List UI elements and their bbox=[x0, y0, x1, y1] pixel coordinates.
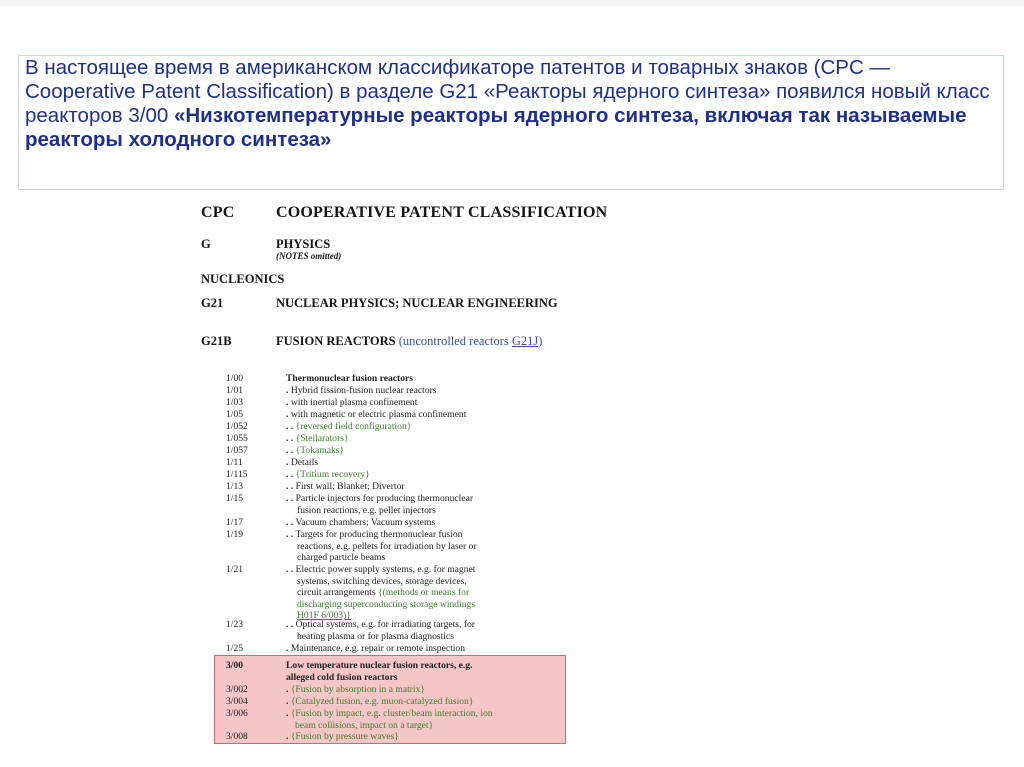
row-dots: . . bbox=[286, 481, 294, 492]
row-text: {reversed field configuration} bbox=[295, 421, 412, 432]
g21-code: G21 bbox=[201, 296, 224, 310]
row-code: 1/11 bbox=[226, 457, 243, 468]
row-dots: . . bbox=[286, 445, 294, 456]
row-dots: . bbox=[286, 696, 289, 707]
row-code: 3/002 bbox=[226, 684, 248, 695]
row-dots: . . bbox=[286, 564, 294, 575]
row-text: Targets for producing thermonuclear fusion bbox=[295, 529, 463, 540]
row-text: {Catalyzed fusion, e.g. muon-catalyzed fusion} bbox=[290, 696, 474, 707]
row-text-2: beam collisions, impact on a target} bbox=[295, 719, 434, 731]
g21b-note: (uncontrolled reactors bbox=[398, 334, 512, 348]
row-code: 1/01 bbox=[226, 385, 244, 396]
row-code: 1/19 bbox=[226, 529, 244, 540]
row-dots: . bbox=[286, 457, 289, 468]
row-dots: . bbox=[286, 385, 289, 396]
row-dots: . bbox=[286, 708, 289, 719]
g21b-code: G21B bbox=[201, 334, 232, 348]
g21b-note-close: ) bbox=[538, 334, 543, 348]
row-text-3: charged particle beams bbox=[297, 552, 386, 564]
row-text: Details bbox=[290, 457, 318, 468]
row-code: 3/008 bbox=[226, 731, 248, 742]
g21j-link[interactable]: G21J bbox=[511, 334, 539, 348]
row-text-2: fusion reactions, e.g. pellet injectors bbox=[297, 504, 436, 516]
row-text: with inertial plasma confinement bbox=[290, 397, 418, 408]
row-code: 1/13 bbox=[226, 481, 244, 492]
row-text: {Tritium recovery} bbox=[295, 469, 370, 480]
row-text: {Fusion by pressure waves} bbox=[290, 731, 399, 742]
row-text-3: circuit arrangements bbox=[297, 587, 376, 599]
g-title: PHYSICS bbox=[276, 237, 331, 251]
row-code: 1/25 bbox=[226, 643, 244, 654]
row-text: Vacuum chambers; Vacuum systems bbox=[295, 517, 436, 528]
row-code: 3/00 bbox=[226, 660, 244, 671]
row-text: Low temperature nuclear fusion reactors, e.g. bbox=[286, 660, 473, 671]
row-text: Optical systems, e.g. for irradiating targets, for bbox=[295, 619, 476, 630]
row-text: Maintenance, e.g. repair or remote inspection bbox=[290, 643, 466, 654]
row-text: {Fusion by absorption in a matrix} bbox=[290, 684, 425, 695]
intro-text: В настоящее время в американском классификаторе патентов и товарных знаков (CPC — Cooperative Patent Classification) в разделе G21 «Реакторы ядерного синтеза» появился новый класс реакторов 3/00 bbox=[25, 56, 990, 127]
row-dots: . . bbox=[286, 529, 294, 540]
g21b-title-line bbox=[276, 334, 542, 349]
row-code: 1/23 bbox=[226, 619, 244, 630]
row-code: 1/15 bbox=[226, 493, 244, 504]
h01f-link[interactable]: H01F 6/003)} bbox=[297, 610, 351, 622]
row-text-2: alleged cold fusion reactors bbox=[286, 671, 398, 683]
row-text: First wall; Blanket; Divertor bbox=[295, 481, 405, 492]
row-code: 1/05 bbox=[226, 409, 244, 420]
row-dots: . . bbox=[286, 433, 294, 444]
row-text-2: systems, switching devices, storage devices, bbox=[297, 575, 467, 587]
cpc-title: COOPERATIVE PATENT CLASSIFICATION bbox=[276, 204, 608, 221]
row-text: Hybrid fission-fusion nuclear reactors bbox=[290, 385, 437, 396]
row-text-2: heating plasma or for plasma diagnostics bbox=[297, 630, 454, 642]
row-text-2: reactions, e.g. pellets for irradiation by laser or bbox=[297, 540, 477, 552]
row-text: Thermonuclear fusion reactors bbox=[286, 373, 414, 384]
row-text: {Fusion by impact, e.g. cluster/beam interaction, ion bbox=[290, 708, 493, 719]
row-text: {Tokamaks} bbox=[295, 445, 345, 456]
row-code: 1/057 bbox=[226, 445, 248, 456]
row-dots: . bbox=[286, 397, 289, 408]
row-dots: . bbox=[286, 684, 289, 695]
row-dots: . . bbox=[286, 469, 294, 480]
row-dots: . bbox=[286, 731, 289, 742]
row-code: 3/006 bbox=[226, 708, 248, 719]
intro-text-bold: «Низкотемпературные реакторы ядерного синтеза, включая так называемые реакторы холодного синтеза» bbox=[25, 104, 967, 151]
row-code: 1/03 bbox=[226, 397, 244, 408]
row-code: 1/00 bbox=[226, 373, 244, 384]
g21-title: NUCLEAR PHYSICS; NUCLEAR ENGINEERING bbox=[276, 296, 558, 310]
row-dots: . bbox=[286, 643, 289, 654]
row-dots: . . bbox=[286, 493, 294, 504]
g-note: (NOTES omitted) bbox=[276, 251, 342, 261]
row-text: with magnetic or electric plasma confinement bbox=[290, 409, 467, 420]
row-text: {Stellarators} bbox=[295, 433, 349, 444]
g21b-title: FUSION REACTORS bbox=[276, 334, 396, 348]
row-dots: . . bbox=[286, 619, 294, 630]
cpc-code: CPC bbox=[201, 204, 235, 221]
row-code: 1/115 bbox=[226, 469, 248, 480]
row-code: 1/055 bbox=[226, 433, 248, 444]
nucleonics-heading: NUCLEONICS bbox=[201, 272, 285, 286]
row-code: 3/004 bbox=[226, 696, 248, 707]
row-dots: . . bbox=[286, 421, 294, 432]
g-code: G bbox=[201, 237, 211, 251]
row-code: 1/17 bbox=[226, 517, 244, 528]
row-code: 1/052 bbox=[226, 421, 248, 432]
row-dots: . bbox=[286, 409, 289, 420]
row-text: Electric power supply systems, e.g. for magnet bbox=[295, 564, 476, 575]
row-text-3-green: {(methods or means for bbox=[375, 587, 470, 599]
row-code: 1/21 bbox=[226, 564, 244, 575]
row-text-4-green: discharging superconducting storage windings bbox=[297, 598, 476, 610]
row-dots: . . bbox=[286, 517, 294, 528]
row-text: Particle injectors for producing thermonuclear bbox=[295, 493, 474, 504]
